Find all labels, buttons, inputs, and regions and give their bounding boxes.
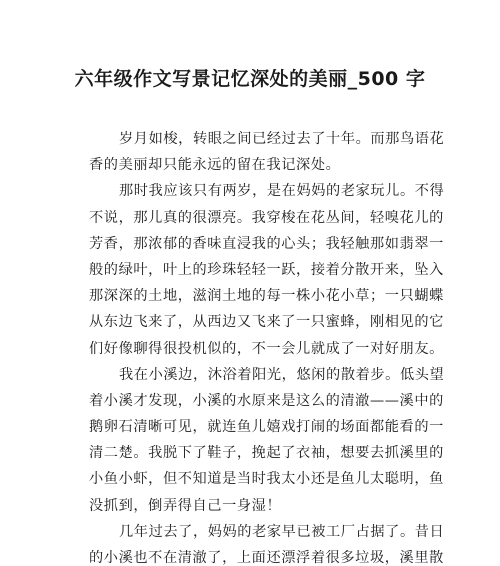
text-line: 香的美丽却只能永远的留在我记深处。 <box>89 157 341 174</box>
text-line: 鹅卵石清晰可见，就连鱼儿嬉戏打闹的场面都能看的一 <box>89 419 444 436</box>
text-line: 那深深的土地，滋润土地的每一株小花小草；一只蝴蝶 <box>89 288 444 305</box>
text-line: 从东边飞来了，从西边又飞来了一只蜜蜂，刚相见的它 <box>89 314 444 331</box>
text-line: 着小溪才发现，小溪的水原来是这么的清澈——溪中的 <box>89 392 444 409</box>
text-line: 没抓到，倒弄得自己一身湿！ <box>89 497 282 514</box>
text-line: 芳香，那浓郁的香味直浸我的心头；我轻触那如翡翠一 <box>89 235 444 252</box>
text-line: 岁月如梭，转眼之间已经过去了十年。而那鸟语花 <box>119 131 445 147</box>
text-line: 的小溪也不在清澈了，上面还漂浮着很多垃圾，溪里散 <box>89 550 444 566</box>
document-title: 六年级作文写景记忆深处的美丽_500 字 <box>74 68 426 90</box>
paragraph-1 <box>89 126 445 178</box>
paragraph-2 <box>89 178 445 361</box>
text-line: 般的绿叶，叶上的珍珠轻轻一跃，接着分散开来，坠入 <box>89 261 444 278</box>
article-body <box>89 126 445 566</box>
text-line: 那时我应该只有两岁，是在妈妈的老家玩儿。不得 <box>119 183 445 200</box>
text-line: 几年过去了，妈妈的老家早已被工厂占据了。昔日 <box>119 523 445 540</box>
text-line: 小鱼小虾，但不知道是当时我太小还是鱼儿太聪明，鱼 <box>89 471 444 488</box>
text-line: 清二楚。我脱下了鞋子，挽起了衣袖，想要去抓溪里的 <box>89 445 444 462</box>
text-line: 们好像聊得很投机似的，不一会儿就成了一对好朋友。 <box>89 340 444 357</box>
text-line: 我在小溪边，沐浴着阳光，悠闲的散着步。低头望 <box>119 366 445 383</box>
paragraph-4 <box>89 519 445 566</box>
text-line: 不说，那儿真的很漂亮。我穿梭在花丛间，轻嗅花儿的 <box>89 209 444 226</box>
paragraph-3 <box>89 362 445 519</box>
